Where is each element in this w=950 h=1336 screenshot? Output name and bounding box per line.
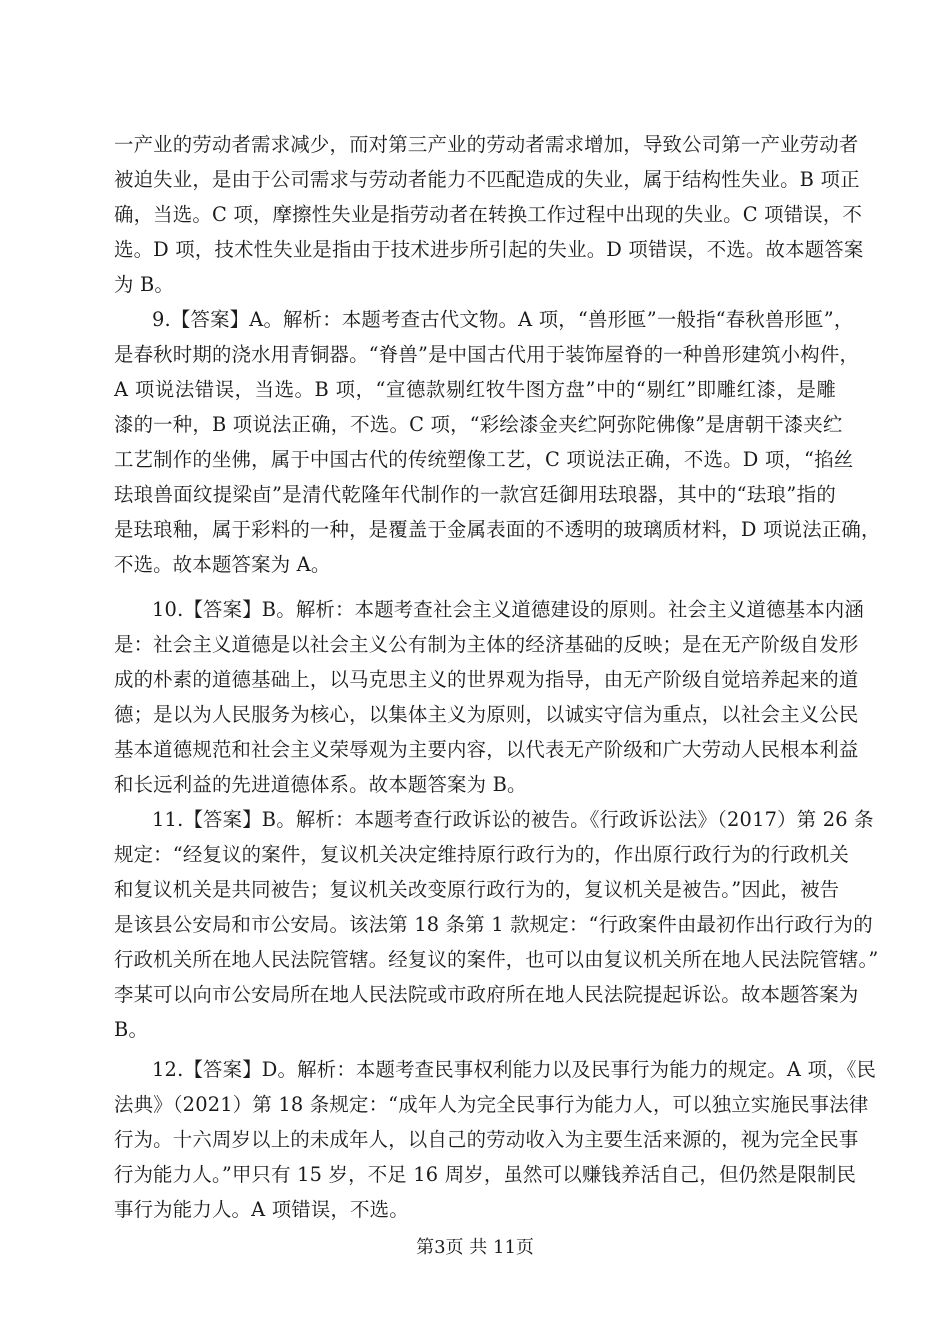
text-line: 德；是以为人民服务为核心，以集体主义为原则，以诚实守信为重点，以社会主义公民 <box>114 703 859 726</box>
question-12-answer: 12.【答案】D。解析：本题考查民事权利能力以及民事行为能力的规定。A 项，《民 <box>152 1058 877 1081</box>
text-line: 行政机关所在地人民法院管辖。经复议的案件，也可以由复议机关所在地人民法院管辖。” <box>114 948 879 971</box>
text-line: 工艺制作的坐佛，属于中国古代的传统塑像工艺，C 项说法正确，不选。D 项，“掐丝 <box>114 448 854 471</box>
text-line: 一产业的劳动者需求减少，而对第三产业的劳动者需求增加，导致公司第一产业劳动者 <box>114 133 859 156</box>
text-line: A 项说法错误，当选。B 项，“宣德款剔红牧牛图方盘”中的“剔红”即雕红漆，是雕 <box>114 378 836 401</box>
text-line: 是春秋时期的浇水用青铜器。“脊兽”是中国古代用于装饰屋脊的一种兽形建筑小构件， <box>114 343 860 366</box>
text-line: 行为。十六周岁以上的未成年人，以自己的劳动收入为主要生活来源的，视为完全民事 <box>114 1128 859 1151</box>
question-10-answer: 10.【答案】B。解析：本题考查社会主义道德建设的原则。社会主义道德基本内涵 <box>152 598 864 621</box>
page-number: 第3页 共 11页 <box>416 1237 534 1258</box>
text-line: B。 <box>114 1018 149 1041</box>
text-line: 基本道德规范和社会主义荣辱观为主要内容，以代表无产阶级和广大劳动人民根本利益 <box>114 738 859 761</box>
text-line: 规定：“经复议的案件，复议机关决定维持原行政行为的，作出原行政行为的行政机关 <box>114 843 849 866</box>
text-line: 不选。故本题答案为 A。 <box>114 553 331 576</box>
text-line: 漆的一种，B 项说法正确，不选。C 项，“彩绘漆金夹纻阿弥陀佛像”是唐朝干漆夹纻 <box>114 413 843 436</box>
text-line: 和复议机关是共同被告；复议机关改变原行政行为的，复议机关是被告。”因此，被告 <box>114 878 840 901</box>
text-line: 被迫失业，是由于公司需求与劳动者能力不匹配造成的失业，属于结构性失业。B 项正 <box>114 168 860 191</box>
text-line: 确，当选。C 项，摩擦性失业是指劳动者在转换工作过程中出现的失业。C 项错误，不 <box>114 203 863 226</box>
text-line: 是该县公安局和市公安局。该法第 18 条第 1 款规定：“行政案件由最初作出行政行为的 <box>114 913 873 936</box>
text-line: 行为能力人。”甲只有 15 岁，不足 16 周岁，虽然可以赚钱养活自己，但仍然是限制民 <box>114 1163 857 1186</box>
question-9-answer: 9.【答案】A。解析：本题考查古代文物。A 项，“兽形匜”一般指“春秋兽形匜”， <box>152 308 854 331</box>
question-11-answer: 11.【答案】B。解析：本题考查行政诉讼的被告。《行政诉讼法》（2017）第 26 条 <box>152 808 874 831</box>
text-line: 和长远利益的先进道德体系。故本题答案为 B。 <box>114 773 527 796</box>
text-line: 成的朴素的道德基础上，以马克思主义的世界观为指导，由无产阶级自觉培养起来的道 <box>114 668 859 691</box>
text-line: 事行为能力人。A 项错误，不选。 <box>114 1198 409 1221</box>
text-line: 珐琅兽面纹提梁卣”是清代乾隆年代制作的一款宫廷御用珐琅器，其中的“珐琅”指的 <box>114 483 836 506</box>
text-line: 是：社会主义道德是以社会主义公有制为主体的经济基础的反映；是在无产阶级自发形 <box>114 633 859 656</box>
text-line: 是珐琅釉，属于彩料的一种，是覆盖于金属表面的不透明的玻璃质材料，D 项说法正确， <box>114 518 881 541</box>
text-line: 为 B。 <box>114 273 174 296</box>
text-line: 法典》（2021）第 18 条规定：“成年人为完全民事行为能力人，可以独立实施民事法律 <box>114 1093 869 1116</box>
text-line: 选。D 项，技术性失业是指由于技术进步所引起的失业。D 项错误，不选。故本题答案 <box>114 238 864 261</box>
text-line: 李某可以向市公安局所在地人民法院或市政府所在地人民法院提起诉讼。故本题答案为 <box>114 983 859 1006</box>
